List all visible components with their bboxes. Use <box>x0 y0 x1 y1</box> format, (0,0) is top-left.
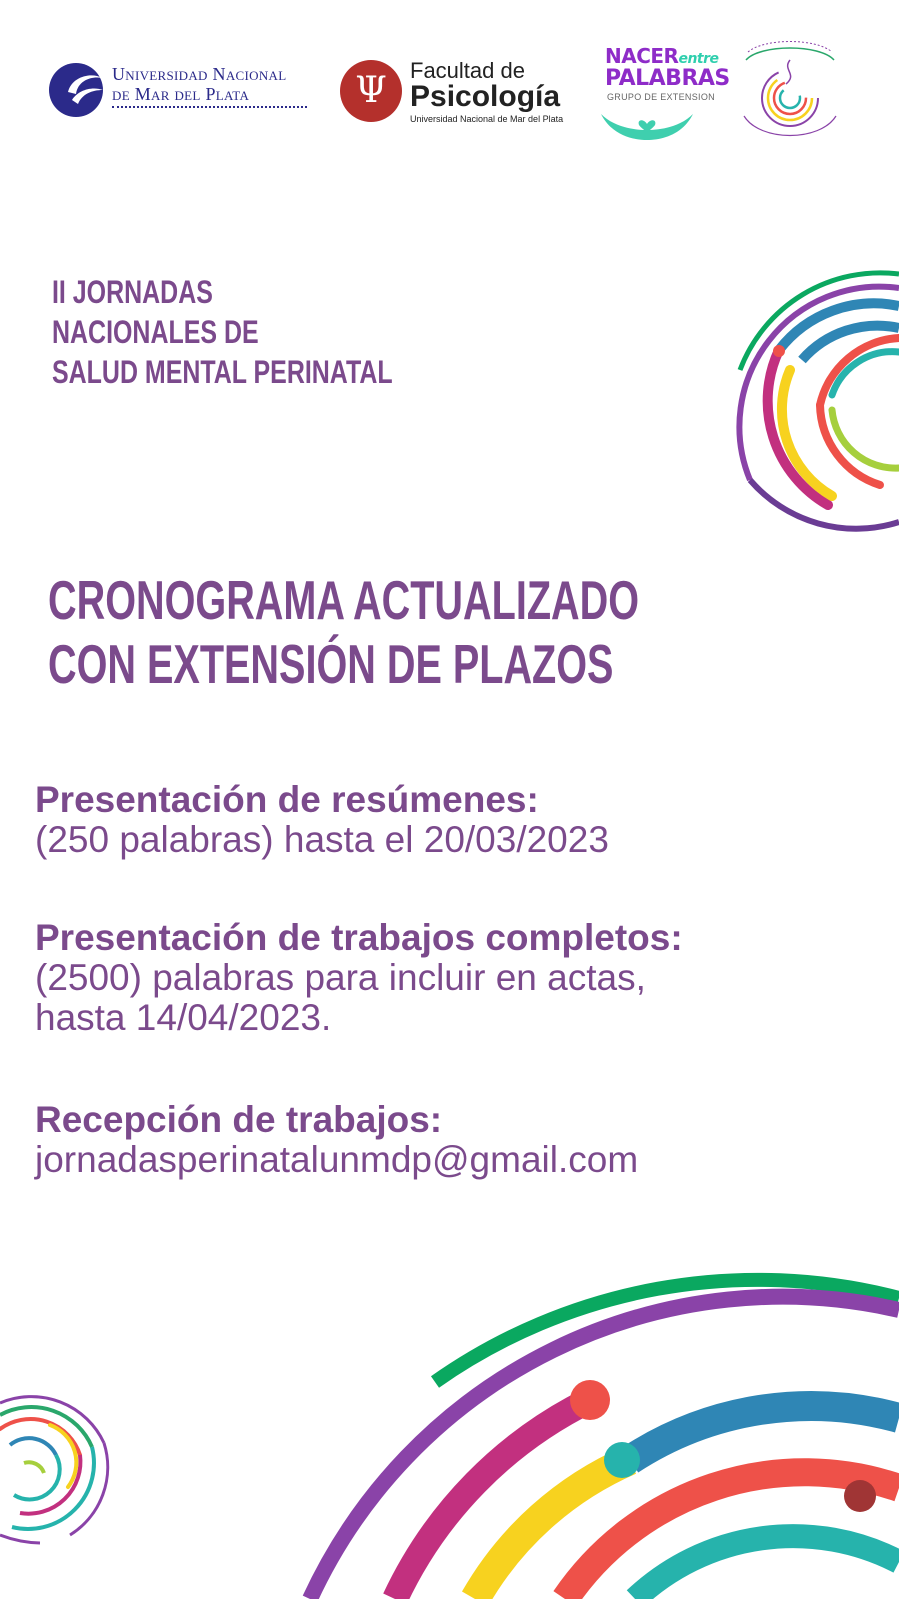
announcement-line2: CON EXTENSIÓN DE PLAZOS <box>48 633 614 695</box>
unmdp-dotted-rule <box>112 106 307 108</box>
schedule-item-recepcion <box>35 1100 638 1180</box>
hands-heart-icon <box>597 100 697 144</box>
unmdp-name <box>112 64 286 104</box>
event-title-line3: SALUD MENTAL PERINATAL <box>52 354 393 390</box>
psicologia-line2: Psicología <box>410 80 561 113</box>
schedule-detail: (2500) palabras para incluir en actas, <box>35 957 646 998</box>
unmdp-swirl-icon <box>48 62 104 118</box>
unmdp-logo <box>48 58 318 122</box>
nacer-subtitle: GRUPO DE EXTENSION <box>607 92 715 102</box>
schedule-item-trabajos-completos <box>35 918 683 1038</box>
psicologia-logo <box>340 58 570 128</box>
schedule-detail: hasta 14/04/2023. <box>35 997 332 1038</box>
schedule-heading: Presentación de resúmenes: <box>35 779 539 820</box>
event-title <box>52 272 393 392</box>
schedule-heading: Presentación de trabajos completos: <box>35 917 683 958</box>
unmdp-name-line2: de Mar del Plata <box>112 84 250 104</box>
nacer-word-1: NACER <box>605 44 679 68</box>
decorative-arcs-bottom-left <box>0 1395 130 1545</box>
psicologia-line1: Facultad de <box>410 58 525 83</box>
programa-salud-mental-perinatal-logo <box>740 38 840 148</box>
announcement-line1: CRONOGRAMA ACTUALIZADO <box>48 569 640 631</box>
event-title-line2: NACIONALES DE <box>52 314 259 350</box>
contact-email: jornadasperinatalunmdp@gmail.com <box>35 1139 639 1180</box>
announcement-heading <box>48 568 639 696</box>
schedule-heading: Recepción de trabajos: <box>35 1099 443 1140</box>
unmdp-name-line1: Universidad Nacional <box>112 64 287 84</box>
psicologia-line3: Universidad Nacional de Mar del Plata <box>410 114 564 124</box>
nacer-word <box>605 44 719 68</box>
nacer-entre-palabras-logo <box>597 40 730 145</box>
decorative-arcs-top-right <box>720 260 899 540</box>
schedule-detail: (250 palabras) hasta el 20/03/2023 <box>35 819 609 860</box>
psi-symbol-icon: Ψ <box>340 60 402 122</box>
nacer-word-2: entre <box>678 51 719 67</box>
decorative-arcs-bottom-right <box>300 1270 899 1599</box>
event-title-line1: II JORNADAS <box>52 274 213 310</box>
schedule-item-resumenes <box>35 780 609 860</box>
palabras-word: PALABRAS <box>605 66 730 91</box>
